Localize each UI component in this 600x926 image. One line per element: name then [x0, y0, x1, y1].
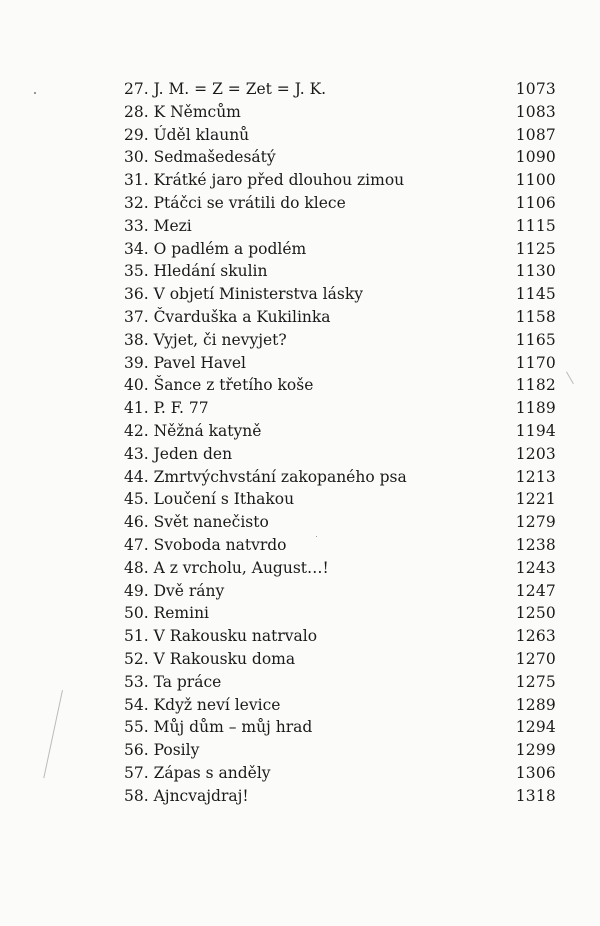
toc-entry: [124, 238, 556, 261]
toc-entry-title: 57. Zápas s anděly: [124, 763, 271, 782]
toc-entry-page-number: 1125: [515, 239, 556, 258]
toc-entry-title: 44. Zmrtvýchvstání zakopaného psa: [124, 467, 407, 486]
toc-entry: [124, 283, 556, 306]
toc-entry-title: 30. Sedmašedesátý: [124, 148, 276, 167]
table-of-contents: [124, 78, 556, 808]
toc-entry: [124, 443, 556, 466]
toc-entry-title: 33. Mezi: [124, 216, 192, 235]
toc-entry-page-number: 1165: [515, 330, 556, 349]
toc-entry: [124, 625, 556, 648]
toc-entry: [124, 488, 556, 511]
toc-entry-title: 50. Remini: [124, 604, 210, 623]
toc-entry-page-number: 1221: [515, 490, 556, 509]
toc-entry-page-number: 1158: [515, 307, 556, 326]
toc-entry-title: 27. J. M. = Z = Zet = J. K.: [124, 80, 327, 98]
toc-entry-title: 40. Šance z třetího koše: [124, 376, 314, 395]
toc-entry: [124, 374, 556, 397]
toc-entry-title: 35. Hledání skulin: [124, 262, 268, 281]
toc-entry: [124, 420, 556, 443]
paper-scratch: [43, 690, 63, 778]
toc-entry: [124, 329, 556, 352]
toc-entry-page-number: 1275: [515, 672, 556, 691]
toc-entry: [124, 260, 556, 283]
paper-scratch: [566, 372, 574, 385]
toc-entry: [124, 397, 556, 420]
toc-entry-title: 54. Když neví levice: [124, 695, 281, 714]
toc-entry-page-number: 1087: [515, 125, 556, 144]
toc-entry-title: 45. Loučení s Ithakou: [124, 490, 295, 509]
toc-entry-title: 43. Jeden den: [124, 444, 233, 463]
toc-entry-page-number: 1213: [515, 467, 556, 486]
toc-entry-page-number: 1294: [515, 718, 556, 737]
toc-entry-page-number: 1073: [515, 80, 556, 98]
toc-entry-page-number: 1238: [515, 535, 556, 554]
toc-entry-page-number: 1270: [515, 649, 556, 668]
toc-entry: [124, 785, 556, 808]
toc-entry: [124, 511, 556, 534]
toc-entry-title: 39. Pavel Havel: [124, 353, 247, 372]
toc-entry: [124, 352, 556, 375]
toc-entry-page-number: 1203: [515, 444, 556, 463]
toc-entry-title: 46. Svět nanečisto: [124, 513, 269, 532]
toc-entry-title: 52. V Rakousku doma: [124, 649, 296, 668]
toc-entry: [124, 192, 556, 215]
toc-entry-title: 55. Můj dům – můj hrad: [124, 718, 313, 737]
toc-entry-title: 34. O padlém a podlém: [124, 239, 307, 258]
toc-entry-page-number: 1250: [515, 604, 556, 623]
toc-entry-page-number: 1289: [515, 695, 556, 714]
toc-entry-title: 28. K Němcům: [124, 102, 241, 121]
print-speck: [34, 92, 36, 94]
toc-entry-page-number: 1318: [515, 786, 556, 805]
toc-entry-title: 29. Úděl klaunů: [124, 125, 250, 144]
toc-entry-title: 32. Ptáčci se vrátili do klece: [124, 193, 346, 212]
toc-entry-title: 58. Ajncvajdraj!: [124, 786, 249, 805]
toc-entry-title: 56. Posily: [124, 741, 200, 760]
toc-entry: [124, 580, 556, 603]
toc-entry: [124, 671, 556, 694]
toc-entry: [124, 169, 556, 192]
toc-entry: [124, 101, 556, 124]
toc-entry-page-number: 1115: [515, 216, 556, 235]
toc-entry: [124, 146, 556, 169]
toc-entry: [124, 762, 556, 785]
toc-entry: [124, 716, 556, 739]
toc-entry-page-number: 1170: [515, 353, 556, 372]
toc-entry-page-number: 1299: [515, 741, 556, 760]
toc-entry-title: 47. Svoboda natvrdo: [124, 535, 287, 554]
toc-entry-page-number: 1247: [515, 581, 556, 600]
toc-entry: [124, 78, 556, 101]
toc-entry-page-number: 1263: [515, 627, 556, 646]
toc-entry-page-number: 1083: [515, 102, 556, 121]
toc-entry: [124, 306, 556, 329]
toc-entry-page-number: 1145: [515, 285, 556, 304]
toc-entry-page-number: 1194: [515, 421, 556, 440]
toc-entry-page-number: 1182: [515, 376, 556, 395]
toc-entry-title: 38. Vyjet, či nevyjet?: [124, 330, 287, 349]
toc-entry-title: 48. A z vrcholu, August…!: [124, 558, 329, 577]
toc-entry: [124, 124, 556, 147]
toc-entry: [124, 602, 556, 625]
toc-entry-page-number: 1279: [515, 513, 556, 532]
toc-entry: [124, 466, 556, 489]
toc-entry: [124, 694, 556, 717]
toc-entry-title: 41. P. F. 77: [124, 399, 209, 418]
toc-entry: [124, 215, 556, 238]
toc-entry-title: 36. V objetí Ministerstva lásky: [124, 285, 363, 304]
toc-entry-page-number: 1106: [515, 193, 556, 212]
toc-entry: [124, 739, 556, 762]
toc-entry-title: 31. Krátké jaro před dlouhou zimou: [124, 171, 405, 190]
toc-entry: [124, 648, 556, 671]
toc-entry-title: 51. V Rakousku natrvalo: [124, 627, 318, 646]
toc-entry-title: 49. Dvě rány: [124, 581, 225, 600]
toc-entry-title: 37. Čvarduška a Kukilinka: [124, 307, 331, 326]
toc-entry-page-number: 1090: [515, 148, 556, 167]
toc-entry: [124, 557, 556, 580]
toc-entry-page-number: 1189: [515, 399, 556, 418]
toc-entry-page-number: 1243: [515, 558, 556, 577]
toc-entry-page-number: 1100: [515, 171, 556, 190]
toc-entry-page-number: 1306: [515, 763, 556, 782]
toc-entry-title: 42. Něžná katyně: [124, 421, 262, 440]
toc-entry-title: 53. Ta práce: [124, 672, 222, 691]
toc-entry: [124, 534, 556, 557]
toc-entry-page-number: 1130: [515, 262, 556, 281]
